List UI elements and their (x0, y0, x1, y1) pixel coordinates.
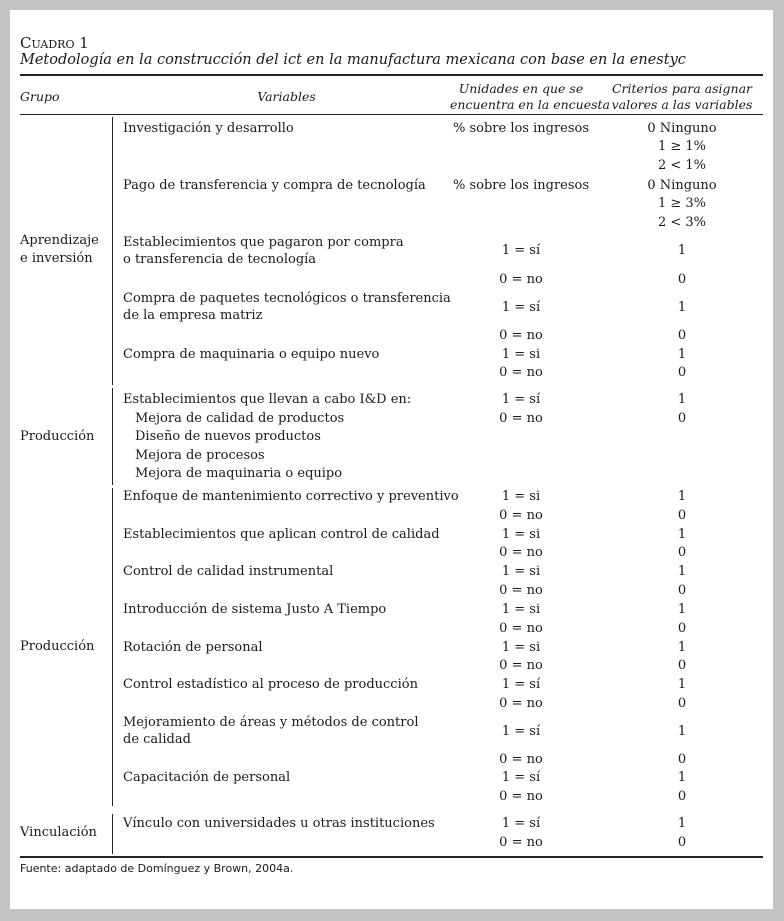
row-variable: Capacitación de personal (123, 770, 291, 785)
row-unit: 1 = sí (501, 243, 541, 258)
row-criterion: 1 ≥ 3% (657, 196, 707, 211)
row-variable: Compra de paquetes tecnológicos o transferencia (123, 291, 451, 306)
row-unit: 1 = si (501, 347, 541, 362)
header-variables: Variables (257, 89, 316, 104)
row-criterion: 0 (677, 789, 687, 804)
row-criterion: 0 (677, 508, 687, 523)
row-unit: 0 = no (499, 752, 543, 767)
row-criterion: 0 (677, 835, 687, 850)
row-unit: 1 = sí (501, 392, 541, 407)
row-criterion: 0 Ninguno (647, 121, 717, 136)
row-criterion: 1 (677, 564, 687, 579)
row-variable: Enfoque de mantenimiento correctivo y preventivo (123, 489, 459, 504)
group-vinculacion: Vinculación (20, 825, 97, 840)
row-criterion: 0 (677, 621, 687, 636)
row-unit: 0 = no (499, 789, 543, 804)
row-criterion: 1 (677, 392, 687, 407)
group-divider-produccion-b (112, 488, 113, 806)
row-subvariable: Mejora de calidad de productos (135, 411, 345, 426)
group-aprendizaje-line2: e inversión (20, 251, 93, 266)
row-variable: Control de calidad instrumental (123, 564, 334, 579)
row-subvariable: Diseño de nuevos productos (135, 429, 321, 444)
row-unit: % sobre los ingresos (452, 178, 590, 193)
row-variable: Rotación de personal (123, 640, 263, 655)
header-rule (20, 114, 763, 115)
row-variable: Establecimientos que aplican control de calidad (123, 527, 440, 542)
row-criterion: 1 ≥ 1% (657, 139, 707, 154)
header-criterios-line2: valores a las variables (611, 97, 753, 112)
row-criterion: 0 (677, 696, 687, 711)
row-subvariable: Mejora de maquinaria o equipo (135, 466, 343, 481)
row-unit: 0 = no (499, 545, 543, 560)
row-criterion: 0 Ninguno (647, 178, 717, 193)
row-unit: 0 = no (499, 696, 543, 711)
row-criterion: 2 < 1% (657, 158, 707, 173)
group-divider-produccion-a (112, 388, 113, 485)
group-produccion-a: Producción (20, 429, 95, 444)
header-unidades-line2: encuentra en la encuesta (450, 97, 611, 112)
group-divider-vinculacion (112, 814, 113, 854)
header-criterios-line1: Criterios para asignar (611, 81, 753, 96)
row-criterion: 0 (677, 328, 687, 343)
document-page (10, 10, 773, 909)
row-subvariable: Mejora de procesos (135, 448, 265, 463)
row-unit: 1 = si (501, 602, 541, 617)
row-unit: 1 = si (501, 640, 541, 655)
row-unit: 1 = sí (501, 300, 541, 315)
row-unit: 0 = no (499, 365, 543, 380)
row-variable: de calidad (123, 732, 191, 747)
row-variable: Establecimientos que pagaron por compra (123, 235, 404, 250)
table-label: Cuadro 1 (20, 34, 89, 52)
row-unit: 0 = no (499, 411, 543, 426)
row-unit: 0 = no (499, 583, 543, 598)
row-variable: o transferencia de tecnología (123, 252, 317, 267)
row-criterion: 0 (677, 658, 687, 673)
row-unit: 1 = sí (501, 816, 541, 831)
row-unit: 1 = si (501, 489, 541, 504)
row-criterion: 1 (677, 300, 687, 315)
row-criterion: 0 (677, 411, 687, 426)
row-unit: 0 = no (499, 621, 543, 636)
row-criterion: 1 (677, 724, 687, 739)
row-criterion: 1 (677, 347, 687, 362)
row-criterion: 1 (677, 527, 687, 542)
row-variable: Introducción de sistema Justo A Tiempo (123, 602, 387, 617)
row-unit: 1 = si (501, 527, 541, 542)
row-unit: 1 = sí (501, 724, 541, 739)
row-variable: Control estadístico al proceso de producción (123, 677, 418, 692)
row-variable: Mejoramiento de áreas y métodos de control (123, 715, 419, 730)
row-variable: de la empresa matriz (123, 308, 263, 323)
row-unit: 0 = no (499, 328, 543, 343)
group-produccion-b: Producción (20, 639, 95, 654)
source-note: Fuente: adaptado de Domínguez y Brown, 2004a. (20, 862, 294, 875)
row-criterion: 1 (677, 489, 687, 504)
row-criterion: 1 (677, 816, 687, 831)
row-variable: Pago de transferencia y compra de tecnología (123, 178, 426, 193)
top-rule (20, 74, 763, 76)
row-criterion: 0 (677, 272, 687, 287)
group-divider-aprendizaje (112, 117, 113, 385)
row-criterion: 0 (677, 365, 687, 380)
row-criterion: 0 (677, 583, 687, 598)
row-criterion: 1 (677, 243, 687, 258)
row-criterion: 0 (677, 752, 687, 767)
row-unit: 1 = sí (501, 677, 541, 692)
group-aprendizaje-line1: Aprendizaje (20, 233, 99, 248)
table-title: Metodología en la construcción del ict en la manufactura mexicana con base en la enestyc (20, 52, 686, 68)
row-unit: % sobre los ingresos (452, 121, 590, 136)
row-criterion: 1 (677, 677, 687, 692)
row-criterion: 1 (677, 640, 687, 655)
row-unit: 0 = no (499, 272, 543, 287)
row-unit: 1 = sí (501, 770, 541, 785)
row-criterion: 1 (677, 770, 687, 785)
row-unit: 0 = no (499, 658, 543, 673)
bottom-rule (20, 856, 763, 858)
row-variable: Investigación y desarrollo (123, 121, 294, 136)
row-unit: 0 = no (499, 508, 543, 523)
row-unit: 1 = si (501, 564, 541, 579)
row-variable: Establecimientos que llevan a cabo I&D en: (123, 392, 412, 407)
row-variable: Compra de maquinaria o equipo nuevo (123, 347, 380, 362)
row-variable: Vínculo con universidades u otras instituciones (123, 816, 435, 831)
row-criterion: 1 (677, 602, 687, 617)
row-unit: 0 = no (499, 835, 543, 850)
header-grupo: Grupo (20, 89, 60, 104)
row-criterion: 0 (677, 545, 687, 560)
header-unidades-line1: Unidades en que se (458, 81, 584, 96)
row-criterion: 2 < 3% (657, 215, 707, 230)
